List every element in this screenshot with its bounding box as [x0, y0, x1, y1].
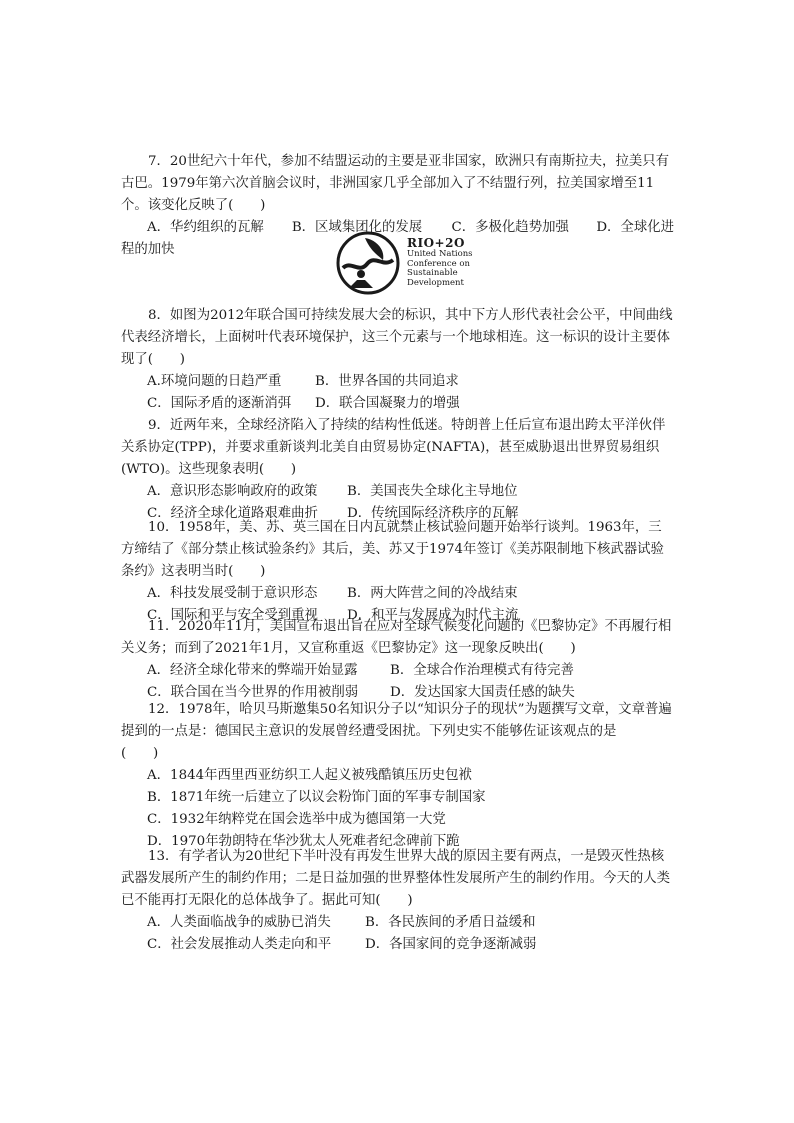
question-10-option-d: D．和平与发展成为时代主流: [347, 608, 519, 623]
rio20-emblem-icon: [335, 230, 401, 296]
question-11: [121, 616, 674, 704]
question-11-options-row-1: [121, 660, 674, 682]
question-13-option-d: D．各国家间的竞争逐渐减弱: [365, 937, 537, 952]
question-11-option-b: B．全球合作治理模式有待完善: [390, 663, 574, 678]
question-7-option-c: C．多极化趋势加强: [451, 220, 569, 235]
question-10-option-a: A．科技发展受制于意识形态: [147, 586, 318, 601]
question-13: [121, 846, 674, 956]
question-10: [121, 517, 674, 627]
rio20-logo: [335, 230, 485, 296]
question-9-options-row-1: [121, 481, 674, 503]
question-12-option-d: D．1970年勃朗特在华沙犹太人死难者纪念碑前下跪: [147, 834, 460, 849]
question-7-option-b: B．区域集团化的发展: [291, 220, 423, 235]
question-11-option-d: D．发达国家大国责任感的缺失: [390, 685, 575, 700]
rio20-logo-text: [407, 236, 473, 288]
question-12-option-b: B．1871年统一后建立了以议会粉饰门面的军事专制国家: [147, 790, 486, 805]
question-8-option-d: D．联合国凝聚力的增强: [315, 396, 460, 411]
question-12-stem: 12．1978年，哈贝马斯邀集50名知识分子以“知识分子的现状”为题撰写文章，文章普遍提到的一点是：德国民主意识的发展曾经遭受困扰。下列史实不能够佐证该观点的是: [121, 702, 672, 739]
question-9-option-c: C．经济全球化道路艰难曲折: [147, 506, 318, 521]
question-9-option-a: A．意识形态影响政府的政策: [147, 484, 318, 499]
question-13-stem: 13．有学者认为20世纪下半叶没有再发生世界大战的原因主要有两点，一是毁灭性热核武器发展所产生的制约作用；二是日益加强的世界整体性发展所产生的制约作用。今天的人类已不能再打无限化的总体战争了。据此可知( ): [121, 849, 671, 908]
question-8-option-b: B．世界各国的共同追求: [315, 374, 459, 389]
question-11-stem: 11．2020年11月，美国宣布退出旨在应对全球气候变化问题的《巴黎协定》不再履行相关义务；而到了2021年1月，又宣称重返《巴黎协定》这一现象反映出( ): [121, 619, 672, 656]
question-13-option-b: B．各民族间的矛盾日益缓和: [365, 915, 536, 930]
question-9-option-d: D．传统国际经济秩序的瓦解: [347, 506, 519, 521]
question-8: [121, 305, 674, 415]
question-13-option-c: C．社会发展推动人类走向和平: [147, 937, 332, 952]
question-13-options-row-2: [121, 934, 674, 956]
question-8-options-row-1: [121, 371, 674, 393]
rio20-logo-line: Development: [407, 277, 464, 288]
question-7-option-d: D．全球化进: [596, 220, 675, 235]
rio20-logo-title: RIO+2O: [407, 236, 465, 250]
question-13-options-row-1: [121, 912, 674, 934]
question-12-option-a: A．1844年西里西亚纺织工人起义被残酷镇压历史包袱: [147, 768, 472, 783]
question-11-option-c: C．联合国在当今世界的作用被削弱: [147, 685, 359, 700]
question-7-option-d-continued: 程的加快: [121, 242, 175, 257]
question-10-option-b: B．两大阵营之间的冷战结束: [347, 586, 518, 601]
question-12: [121, 699, 674, 853]
question-12-option-c: C．1932年纳粹党在国会选举中成为德国第一大党: [147, 812, 446, 827]
question-9: [121, 415, 674, 525]
question-12-answer-blank: ( ): [121, 746, 159, 761]
question-7-option-a: A．华约组织的瓦解: [147, 220, 264, 235]
rio20-logo-line: Conference on: [407, 258, 470, 269]
question-9-option-b: B．美国丧失全球化主导地位: [347, 484, 518, 499]
question-8-stem: 8．如图为2012年联合国可持续发展大会的标识，其中下方人形代表社会公平，中间曲线代表经济增长，上面树叶代表环境保护，这三个元素与一个地球相连。这一标识的设计主要体现了( ): [121, 308, 673, 367]
question-8-option-c: C．国际矛盾的逐渐消弭: [147, 396, 292, 411]
rio20-logo-line: Sustainable: [407, 268, 458, 278]
rio20-logo-line: United Nations: [407, 249, 473, 259]
question-13-option-a: A．人类面临战争的威胁已消失: [147, 915, 331, 930]
question-10-stem: 10．1958年，美、苏、英三国在日内瓦就禁止核试验问题开始举行谈判。1963年，三方缔结了《部分禁止核试验条约》其后，美、苏又于1974年签订《美苏限制地下核武器试验条约》这表明当时( ): [121, 520, 664, 579]
question-10-option-c: C．国际和平与安全受到重视: [147, 608, 318, 623]
question-11-option-a: A．经济全球化带来的弊端开始显露: [147, 663, 358, 678]
question-7-stem: 7．20世纪六十年代，参加不结盟运动的主要是亚非国家，欧洲只有南斯拉夫，拉美只有古巴。1979年第六次首脑会议时，非洲国家几乎全部加入了不结盟行列，拉美国家增至11个。该变化反映了( ): [121, 154, 670, 213]
question-8-options-row-2: [121, 393, 674, 415]
question-10-options-row-1: [121, 583, 674, 605]
question-9-stem: 9．近两年来，全球经济陷入了持续的结构性低迷。特朗普上任后宣布退出跨太平洋伙伴关系协定(TPP)，并要求重新谈判北美自由贸易协定(NAFTA)，甚至威胁退出世界贸易组织(WTO)。这些现象表明( ): [121, 418, 666, 477]
question-8-option-a: A.环境问题的日趋严重: [147, 374, 282, 389]
